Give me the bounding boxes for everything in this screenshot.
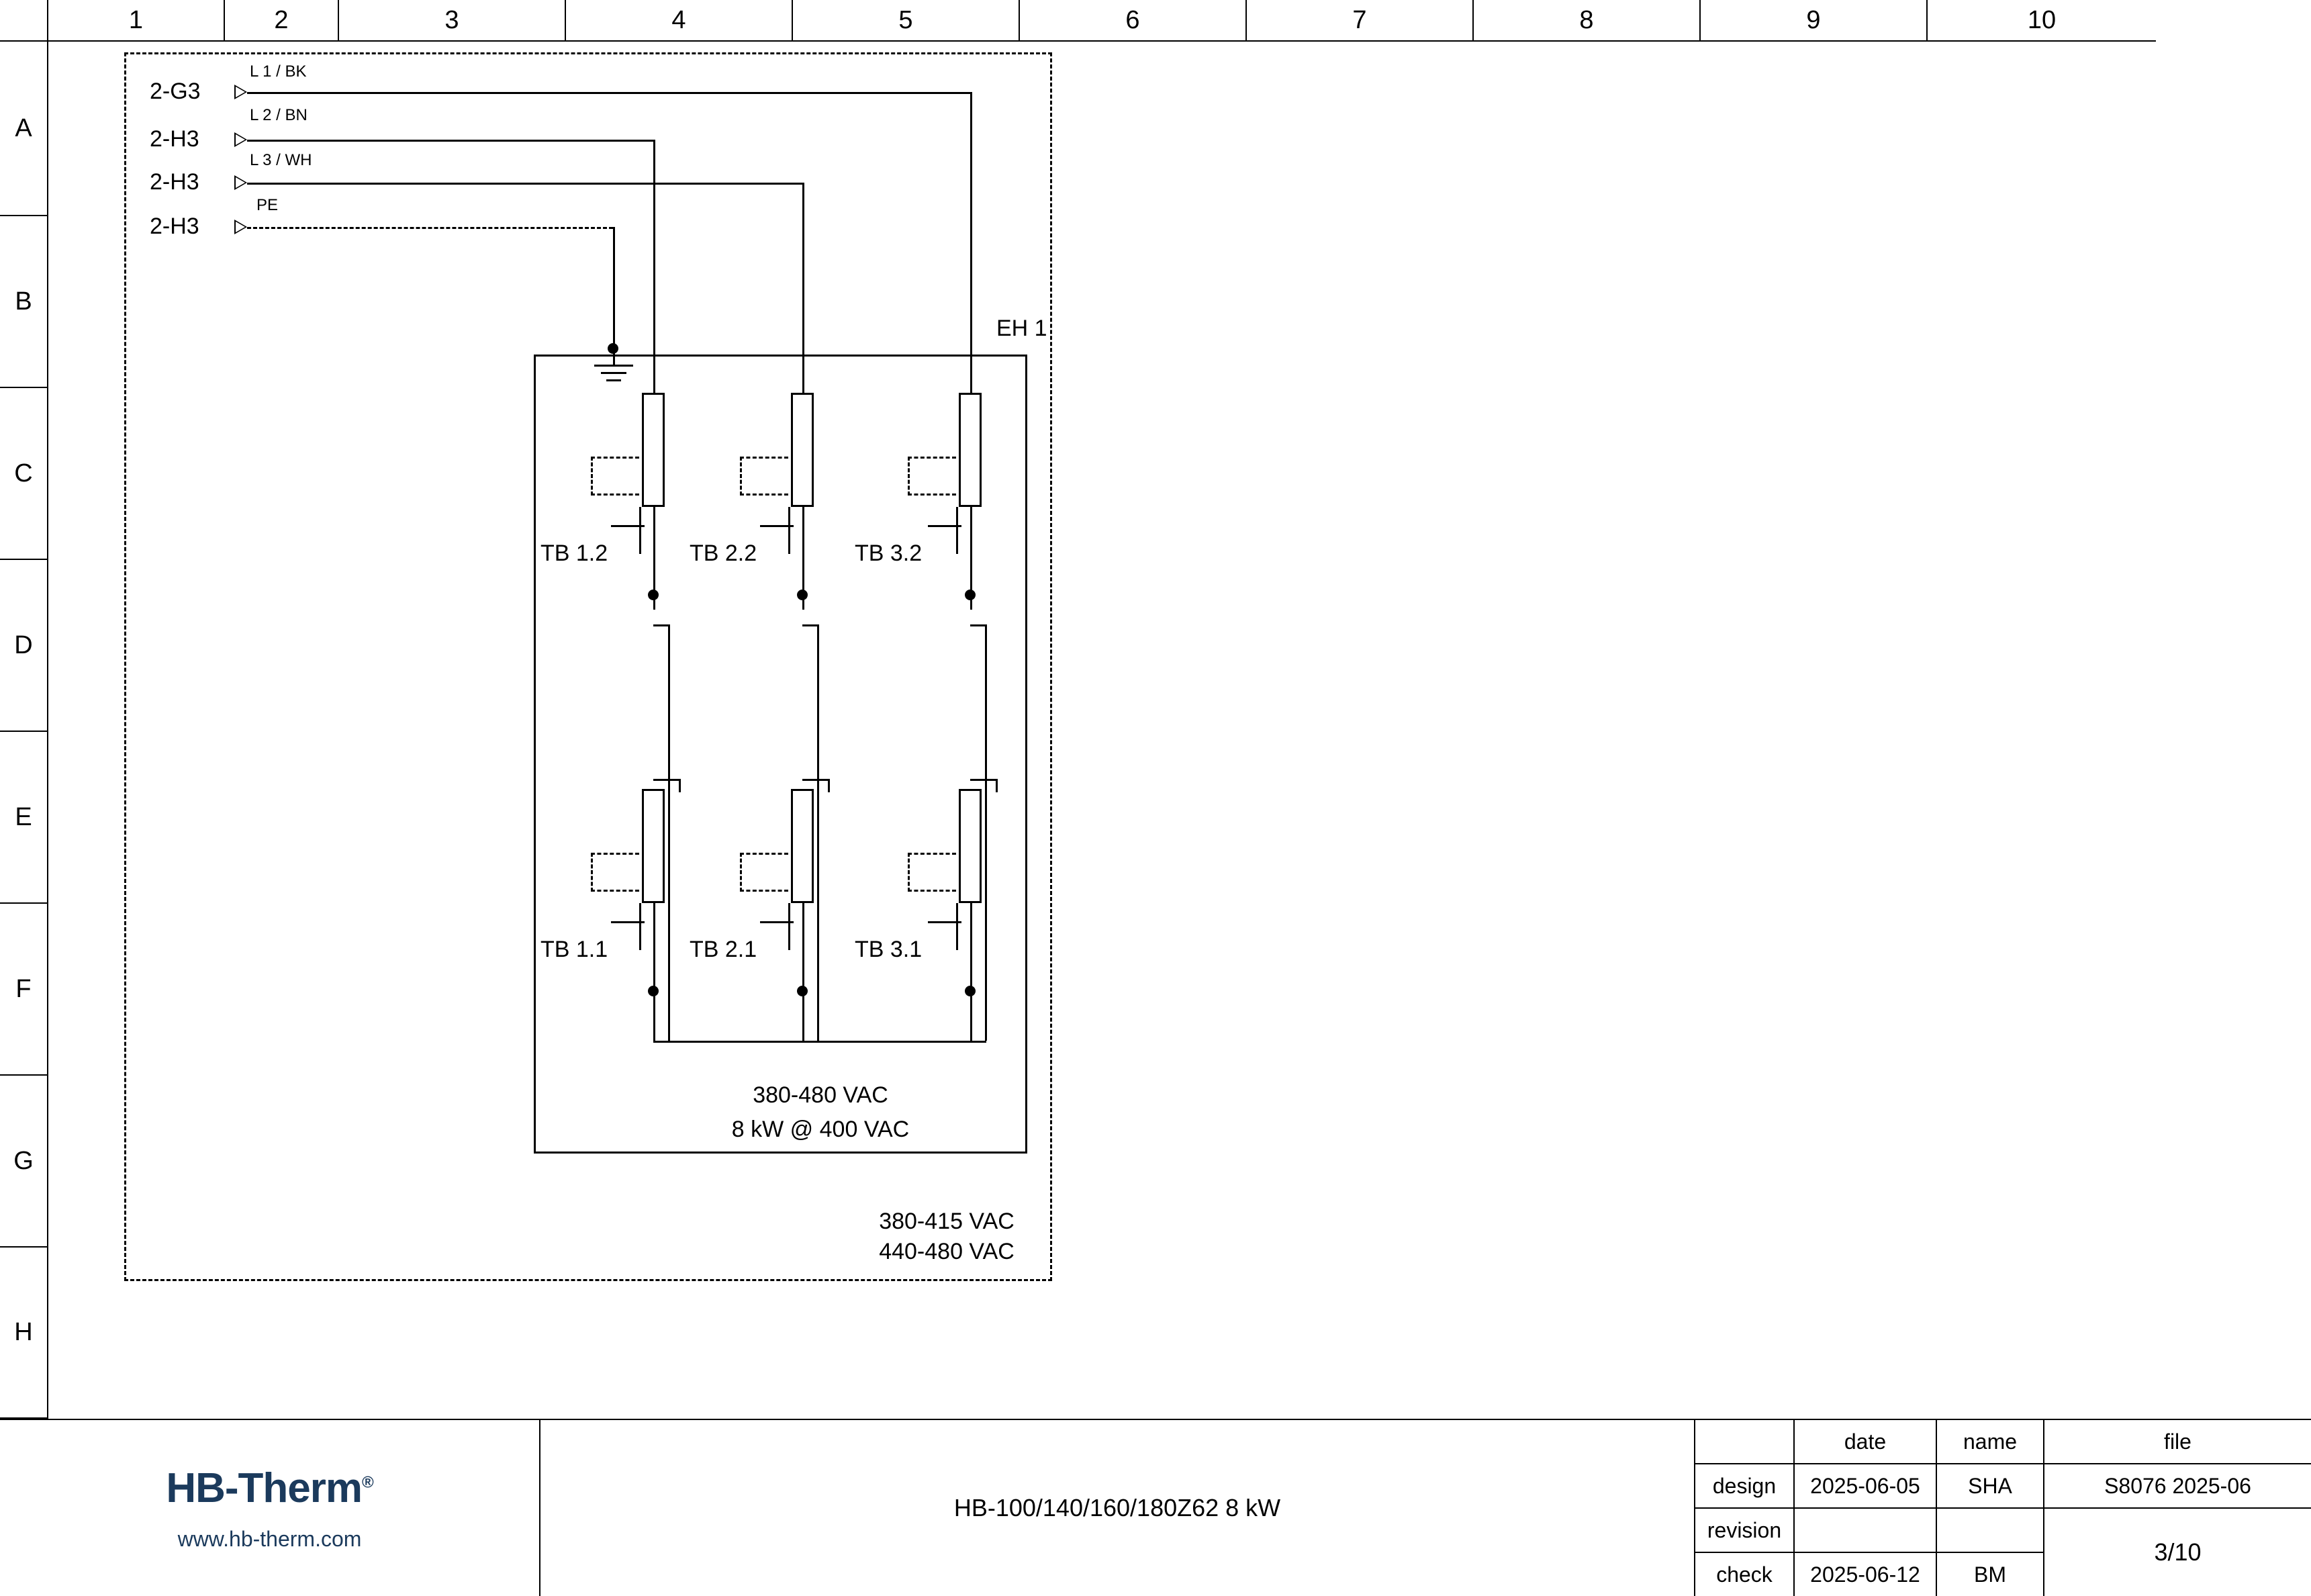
thermostat-dashed-3-2: [908, 457, 956, 496]
row-header-G: [0, 1076, 48, 1248]
enclosure-dashed-boundary: [124, 52, 1052, 1281]
meta-date-revision: [1795, 1509, 1937, 1553]
row-label: G: [13, 1146, 34, 1175]
terminal-arrow-pe: [234, 220, 247, 234]
thermostat-3-1-switch: [956, 903, 958, 950]
terminal-arrow-l2: [234, 132, 247, 147]
heater-1-2-terminal: [648, 590, 659, 600]
thermostat-2-1-switch: [788, 903, 790, 950]
meta-date-check: 2025-06-12: [1795, 1553, 1937, 1596]
terminal-ref-3: 2-H3: [150, 169, 199, 195]
neutral-tap-2: [802, 991, 804, 1041]
thermostat-label-3-2: TB 3.2: [855, 541, 923, 566]
thermostat-2-2-contact: [760, 525, 794, 527]
wire-label-l2: L 2 / BN: [250, 106, 308, 124]
heater-element-2-2: [791, 393, 814, 507]
neutral-tap-3: [970, 991, 972, 1041]
meta-header-file: file: [2044, 1420, 2311, 1464]
row-header-F: [0, 904, 48, 1076]
wire-l3-drop: [802, 183, 804, 394]
heater-2-2-lead: [802, 507, 804, 594]
heater-enclosure-eh1: [534, 355, 1027, 1154]
heater-2-2-terminal-stem: [802, 595, 804, 610]
row-header-E: [0, 732, 48, 904]
row-header-C: [0, 388, 48, 560]
column-header-4: [566, 0, 793, 42]
rating-outer-line1: 380-415 VAC: [879, 1209, 1015, 1234]
thermostat-1-2-switch: [639, 507, 641, 554]
row-label: A: [15, 113, 32, 142]
heater-2-2-terminal: [797, 590, 808, 600]
wire-label-l3: L 3 / WH: [250, 151, 312, 169]
thermostat-label-3-1: TB 3.1: [855, 937, 923, 962]
wire-label-pe: PE: [256, 196, 279, 214]
thermostat-dashed-1-1: [591, 853, 639, 892]
wire-l1-horizontal: [247, 92, 970, 94]
heater-2-1-top-stem: [828, 779, 830, 792]
wire-pe-horizontal: [247, 227, 613, 229]
wire-label-l1: L 1 / BK: [250, 62, 307, 81]
thermostat-3-2-switch: [956, 507, 958, 554]
column-header-10: [1928, 0, 2156, 42]
thermostat-label-1-2: TB 1.2: [540, 541, 608, 566]
heater-1-1-top-stem: [679, 779, 681, 792]
thermostat-3-1-contact: [928, 921, 961, 923]
heater-3-1-terminal: [965, 986, 976, 996]
terminal-ref-4: 2-H3: [150, 214, 199, 239]
column-label: 1: [128, 5, 144, 34]
meta-label-design: design: [1695, 1464, 1795, 1509]
column-header-3: [339, 0, 566, 42]
column-label: 10: [2027, 5, 2057, 34]
heater-3-2-terminal: [965, 590, 976, 600]
brand-website[interactable]: www.hb-therm.com: [177, 1527, 362, 1551]
terminal-arrow-l2-inner: [236, 134, 245, 145]
heater-element-3-1: [959, 789, 982, 903]
row-header-B: [0, 216, 48, 388]
column-header-7: [1247, 0, 1474, 42]
thermostat-1-1-switch: [639, 903, 641, 950]
thermostat-dashed-3-1: [908, 853, 956, 892]
terminal-arrow-l3-inner: [236, 177, 245, 188]
neutral-bus: [653, 1041, 986, 1043]
column-header-8: [1474, 0, 1701, 42]
thermostat-dashed-2-2: [740, 457, 788, 496]
wire-pe-drop: [613, 227, 615, 348]
heater-1-2-lead: [653, 507, 655, 594]
heater-1-1-top-feed: [653, 779, 680, 781]
meta-date-design: 2025-06-05: [1795, 1464, 1937, 1509]
thermostat-dashed-1-2: [591, 457, 639, 496]
pe-ground-bar-1: [594, 365, 633, 367]
rating-inner-line2: 8 kW @ 400 VAC: [731, 1117, 910, 1142]
rating-inner-line1: 380-480 VAC: [753, 1082, 888, 1108]
heater-2-1-lead: [802, 903, 804, 990]
heater-3-1-lead: [970, 903, 972, 990]
interconnect-3-vertical: [985, 624, 987, 1041]
heater-1-1-lead: [653, 903, 655, 990]
meta-header-name: name: [1937, 1420, 2044, 1464]
terminal-arrow-l3: [234, 175, 247, 190]
column-label: 6: [1125, 5, 1140, 34]
heater-element-3-2: [959, 393, 982, 507]
title-block: [0, 1419, 2311, 1595]
device-label-eh1: EH 1: [996, 316, 1047, 341]
drawing-title: HB-100/140/160/180Z62 8 kW: [953, 1494, 1281, 1521]
brand-cell: [0, 1420, 540, 1596]
terminal-arrow-pe-inner: [236, 222, 245, 232]
rating-outer-line2: 440-480 VAC: [879, 1239, 1015, 1264]
pe-ground-stem: [613, 348, 615, 365]
column-label: 9: [1806, 5, 1821, 34]
pe-ground-bar-3: [606, 379, 621, 381]
wire-l2-drop: [653, 140, 655, 394]
heater-1-1-terminal: [648, 986, 659, 996]
thermostat-1-2-contact: [611, 525, 645, 527]
pe-junction-dot: [608, 343, 618, 354]
meta-header-blank: [1695, 1420, 1795, 1464]
row-label: F: [15, 974, 32, 1003]
grid-corner: [0, 0, 48, 42]
meta-name-design: SHA: [1937, 1464, 2044, 1509]
thermostat-label-2-1: TB 2.1: [690, 937, 757, 962]
row-header-H: [0, 1248, 48, 1419]
row-label: D: [14, 630, 33, 659]
meta-file-value: S8076 2025-06: [2044, 1464, 2311, 1509]
meta-name-check: BM: [1937, 1553, 2044, 1596]
meta-name-revision: [1937, 1509, 2044, 1553]
neutral-tap-1: [653, 991, 655, 1041]
column-header-5: [793, 0, 1020, 42]
heater-3-1-top-feed: [970, 779, 997, 781]
interconnect-3-top: [970, 624, 986, 626]
brand-logo: HB-Therm®: [166, 1465, 373, 1511]
column-label: 4: [671, 5, 686, 34]
thermostat-label-2-2: TB 2.2: [690, 541, 757, 566]
row-label: B: [15, 287, 32, 316]
interconnect-1-vertical: [668, 624, 670, 1041]
heater-3-2-terminal-stem: [970, 595, 972, 610]
pe-ground-bar-2: [601, 372, 626, 374]
terminal-arrow-l1-inner: [236, 87, 245, 97]
heater-2-1-top-feed: [802, 779, 829, 781]
heater-2-1-terminal: [797, 986, 808, 996]
interconnect-1-top: [653, 624, 669, 626]
row-label: E: [15, 802, 32, 831]
row-label: C: [14, 459, 33, 487]
terminal-arrow-l1: [234, 85, 247, 99]
row-header-A: [0, 42, 48, 216]
wire-l3-horizontal: [247, 183, 802, 185]
interconnect-2-vertical: [817, 624, 819, 1041]
column-header-2: [225, 0, 339, 42]
interconnect-2-top: [802, 624, 818, 626]
page-number: 3/10: [2154, 1538, 2202, 1566]
heater-3-1-top-stem: [996, 779, 998, 792]
heater-1-2-terminal-stem: [653, 595, 655, 610]
thermostat-2-1-contact: [760, 921, 794, 923]
row-header-D: [0, 560, 48, 732]
meta-label-revision: revision: [1695, 1509, 1795, 1553]
column-label: 3: [444, 5, 459, 34]
column-header-1: [48, 0, 225, 42]
thermostat-2-2-switch: [788, 507, 790, 554]
column-label: 2: [274, 5, 289, 34]
terminal-ref-2: 2-H3: [150, 126, 199, 152]
wire-l1-drop: [970, 92, 972, 394]
meta-header-date: date: [1795, 1420, 1937, 1464]
heater-element-1-1: [642, 789, 665, 903]
meta-label-check: check: [1695, 1553, 1795, 1596]
thermostat-1-1-contact: [611, 921, 645, 923]
terminal-ref-1: 2-G3: [150, 79, 201, 104]
column-header-9: [1701, 0, 1928, 42]
column-header-6: [1020, 0, 1247, 42]
column-label: 7: [1352, 5, 1367, 34]
wire-l2-horizontal: [247, 140, 653, 142]
heater-element-2-1: [791, 789, 814, 903]
column-label: 5: [898, 5, 913, 34]
drawing-title-cell: [540, 1420, 1695, 1596]
thermostat-dashed-2-1: [740, 853, 788, 892]
heater-3-2-lead: [970, 507, 972, 594]
brand-registered-mark: ®: [362, 1473, 373, 1492]
row-label: H: [14, 1318, 33, 1346]
column-label: 8: [1579, 5, 1594, 34]
thermostat-3-2-contact: [928, 525, 961, 527]
heater-element-1-2: [642, 393, 665, 507]
thermostat-label-1-1: TB 1.1: [540, 937, 608, 962]
